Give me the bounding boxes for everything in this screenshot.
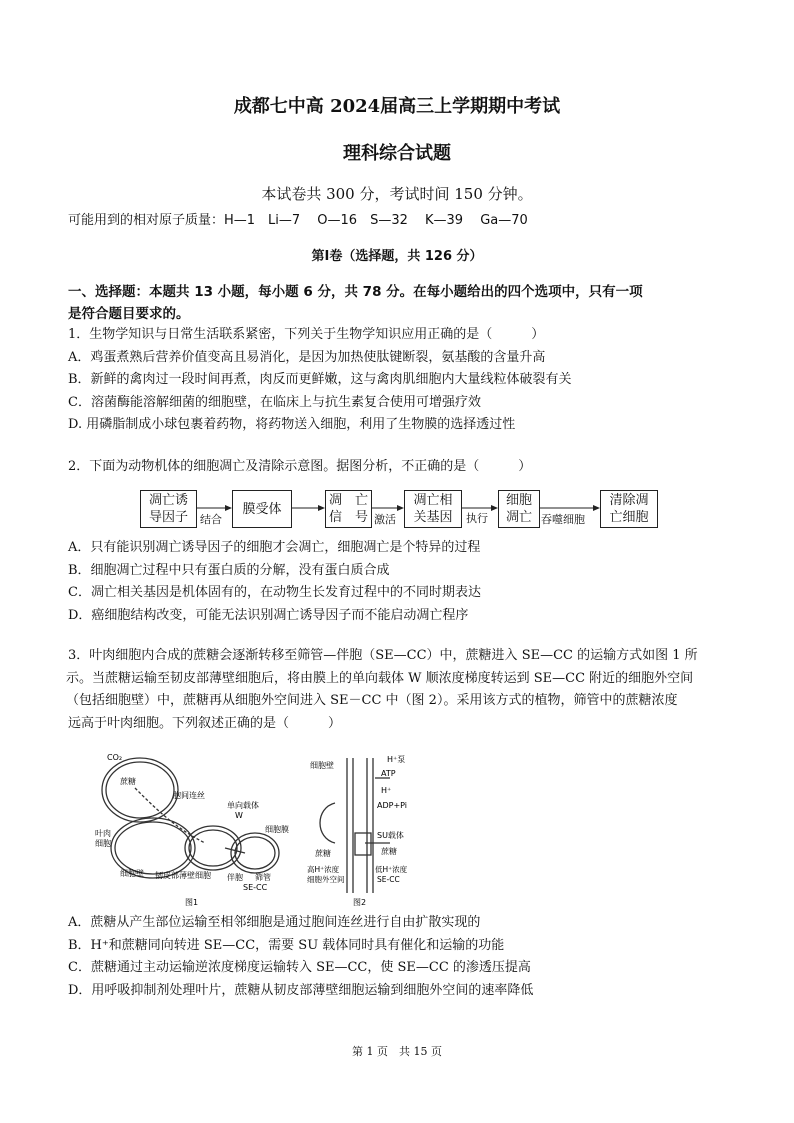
question-1 <box>68 324 572 437</box>
fig1-sucrose-label: 蔗糖 <box>120 777 136 786</box>
fig1-carrier-label: 单向载体 <box>227 801 259 810</box>
arrow-label-phagocyte: 吞噬细胞 <box>541 513 585 526</box>
fig1-cellwall-label: 细胞壁 <box>120 869 144 878</box>
atomic-masses: 可能用到的相对原子质量：H—1 Li—7 O—16 S—32 K—39 Ga—70 <box>68 213 528 228</box>
page-footer: 第 1 页 共 15 页 <box>352 1045 442 1058</box>
exam-info: 本试卷共 300 分，考试时间 150 分钟。 <box>261 185 533 203</box>
box-text: 细胞 <box>505 493 532 508</box>
question-2-stem: 2．下面为动物机体的细胞凋亡及清除示意图。据图分析，不正确的是（ ） <box>68 459 532 474</box>
figure-1-sucrose-transport <box>95 748 290 908</box>
box-text: 凋亡诱 <box>148 493 188 508</box>
stem-line: 远高于叶肉细胞。下列叙述正确的是（ ） <box>68 715 342 731</box>
box-text: 信 号 <box>328 510 368 525</box>
fig2-su-label: SU载体 <box>377 831 404 840</box>
fig2-space-label: 细胞外空间 <box>307 875 345 884</box>
fig1-plasmodesmata-label: 胞间连丝 <box>173 791 205 800</box>
instruction-line: 一、选择题：本题共 13 小题，每小题 6 分，共 78 分。在每小题给出的四个选项中，只有一项 <box>68 284 643 300</box>
fig2-sucrose-right-label: 蔗糖 <box>381 847 397 856</box>
figure-2-su-carrier <box>305 748 425 908</box>
fig2-low-label: 低H⁺浓度 <box>375 865 408 874</box>
box-text: 凋亡相 <box>413 493 453 508</box>
fig2-high-label: 高H⁺浓度 <box>307 865 340 874</box>
apoptosis-flow-diagram <box>140 488 660 530</box>
arrow-label-execute: 执行 <box>466 512 488 525</box>
option-d: D．癌细胞结构改变，可能无法识别凋亡诱导因子而不能启动凋亡程序 <box>68 607 469 623</box>
question-3-options <box>68 912 533 1002</box>
question-3-stem <box>68 645 698 735</box>
option-c: C．蔗糖通过主动运输逆浓度梯度运输转入 SE—CC，使 SE—CC 的渗透压提高 <box>68 960 531 975</box>
option-b: B．新鲜的禽肉过一段时间再煮，肉反而更鲜嫩，这与禽肉肌细胞内大量线粒体破裂有关 <box>68 372 572 387</box>
fig1-cell-label: 细胞 <box>95 839 111 848</box>
fig2-hplus-label: H⁺ <box>381 786 392 795</box>
fig2-sece-label: SE-CC <box>377 875 400 884</box>
box-text: 导因子 <box>148 510 188 525</box>
stem-line: （包括细胞壁）中，蔗糖再从细胞外空间进入 SE－CC 中（图 2）。采用该方式的植物，筛管中的蔗糖浓度 <box>66 693 678 708</box>
fig1-co2-label: CO₂ <box>107 753 123 762</box>
fig2-sucrose-left-label: 蔗糖 <box>315 849 331 858</box>
fig1-carrier-w-label: W <box>235 811 243 820</box>
fig1-companion-label: 伴胞 <box>227 873 243 882</box>
exam-title: 成都七中高 2024届高三上学期期中考试 <box>233 96 561 117</box>
option-d: D．用呼吸抑制剂处理叶片，蔗糖从韧皮部薄壁细胞运输到细胞外空间的速率降低 <box>68 982 534 998</box>
option-b: B．H⁺和蔗糖同向转进 SE—CC，需要 SU 载体同时具有催化和运输的功能 <box>68 937 505 953</box>
arrow-label-activate: 激活 <box>374 513 396 526</box>
fig2-caption: 图2 <box>353 898 367 907</box>
box-text: 凋 亡 <box>328 493 368 508</box>
box-text: 膜受体 <box>242 501 282 517</box>
option-a: A．鸡蛋煮熟后营养价值变高且易消化，是因为加热使肽键断裂，氨基酸的含量升高 <box>68 349 546 365</box>
box-text: 亡细胞 <box>609 510 649 525</box>
option-c: C．溶菌酶能溶解细菌的细胞壁，在临床上与抗生素复合使用可增强疗效 <box>68 394 481 410</box>
exam-subtitle: 理科综合试题 <box>343 143 451 164</box>
box-text: 凋亡 <box>505 510 532 525</box>
stem-line: 3．叶肉细胞内合成的蔗糖会逐渐转移至筛管—伴胞（SE—CC）中，蔗糖进入 SE—CC 的运输方式如图 1 所 <box>68 648 698 663</box>
stem-line: 示。当蔗糖运输至韧皮部薄壁细胞后，将由膜上的单向载体 W 顺浓度梯度转运到 SE—CC 附近的细胞外空间 <box>66 670 694 686</box>
instruction-line: 是符合题目要求的。 <box>68 306 190 322</box>
fig1-membrane-label: 细胞膜 <box>265 825 289 834</box>
fig2-atp-label: ATP <box>381 769 396 778</box>
fig1-parenchyma-label: 韧皮部薄壁细胞 <box>155 871 211 880</box>
option-a: A．蔗糖从产生部位运输至相邻细胞是通过胞间连丝进行自由扩散实现的 <box>68 915 481 930</box>
box-text: 关基因 <box>413 510 453 525</box>
fig1-mesophyll-label: 叶肉 <box>95 829 111 838</box>
arrow-label-bind: 结合 <box>200 513 222 526</box>
fig2-adp-label: ADP+Pi <box>377 801 408 810</box>
box-text: 清除凋 <box>609 493 649 508</box>
part-title: 第Ⅰ卷（选择题，共 126 分） <box>311 249 483 264</box>
fig1-caption: 图1 <box>185 898 199 907</box>
question-2-options <box>68 537 481 627</box>
fig2-cellwall-label: 细胞壁 <box>310 761 334 770</box>
fig2-hpump-label: H⁺泵 <box>387 755 406 764</box>
section-instruction <box>68 281 643 325</box>
option-b: B．细胞凋亡过程中只有蛋白质的分解，没有蛋白质合成 <box>68 562 390 578</box>
question-stem: 1．生物学知识与日常生活联系紧密，下列关于生物学知识应用正确的是（ ） <box>68 327 545 342</box>
fig1-sieve-label: 筛管 <box>255 873 271 882</box>
option-c: C．凋亡相关基因是机体固有的，在动物生长发育过程中的不同时期表达 <box>68 585 481 600</box>
option-a: A．只有能识别凋亡诱导因子的细胞才会凋亡，细胞凋亡是个特异的过程 <box>68 540 481 555</box>
fig1-sece-label: SE-CC <box>243 883 268 892</box>
option-d: D. 用磷脂制成小球包裹着药物，将药物送入细胞，利用了生物膜的选择透过性 <box>68 417 516 432</box>
